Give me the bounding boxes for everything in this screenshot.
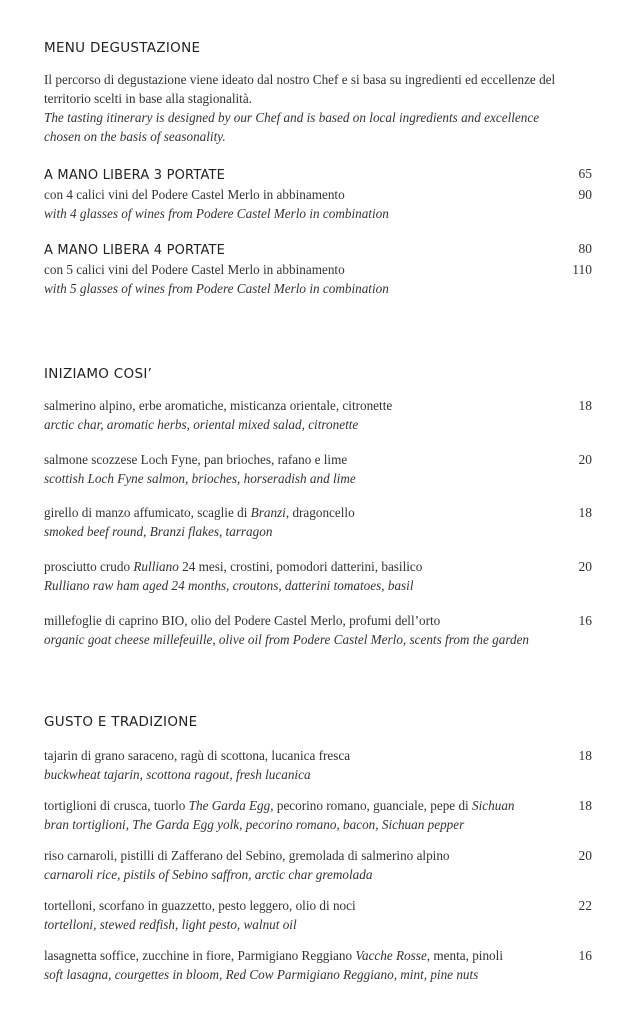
item-price: 18 bbox=[578, 505, 592, 520]
item-name-en: scottish Loch Fyne salmon, brioches, horseradish and lime bbox=[44, 471, 356, 486]
tasting-option bbox=[44, 241, 592, 298]
item-name-en: carnaroli rice, pistils of Sebino saffron, arctic char gremolada bbox=[44, 867, 373, 882]
section-title-gusto: GUSTO E TRADIZIONE bbox=[44, 714, 198, 730]
item-name-en: bran tortiglioni, The Garda Egg yolk, pecorino romano, bacon, Sichuan pepper bbox=[44, 817, 465, 832]
degustazione-intro bbox=[44, 70, 592, 146]
wine-pairing-it: con 4 calici vini del Podere Castel Merlo in abbinamento bbox=[44, 187, 345, 202]
item-name-it: salmone scozzese Loch Fyne, pan brioches, rafano e lime bbox=[44, 452, 348, 467]
menu-item bbox=[44, 450, 592, 488]
item-price: 22 bbox=[578, 898, 592, 913]
wine-pairing-en: with 5 glasses of wines from Podere Castel Merlo in combination bbox=[44, 281, 389, 296]
item-price: 16 bbox=[578, 948, 592, 963]
section-title-degustazione: MENU DEGUSTAZIONE bbox=[44, 40, 201, 56]
wine-pairing-price: 90 bbox=[578, 187, 592, 202]
intro-it-line: Il percorso di degustazione viene ideato dal nostro Chef e si basa su ingredienti ed eccellenze del bbox=[44, 72, 556, 87]
option-name: A MANO LIBERA 3 PORTATE bbox=[44, 168, 226, 183]
item-name-it: millefoglie di caprino BIO, olio del Podere Castel Merlo, profumi dell’orto bbox=[44, 613, 441, 628]
menu-item bbox=[44, 796, 592, 834]
item-name-en: tortelloni, stewed redfish, light pesto, walnut oil bbox=[44, 917, 297, 932]
menu-item bbox=[44, 946, 592, 984]
item-price: 20 bbox=[578, 848, 592, 863]
option-name: A MANO LIBERA 4 PORTATE bbox=[44, 243, 226, 258]
menu-item bbox=[44, 846, 592, 884]
option-price: 65 bbox=[578, 166, 592, 181]
menu-item bbox=[44, 896, 592, 934]
item-name-en: buckwheat tajarin, scottona ragout, fresh lucanica bbox=[44, 767, 311, 782]
item-price: 20 bbox=[578, 559, 592, 574]
menu-item bbox=[44, 396, 592, 434]
menu-item bbox=[44, 557, 592, 595]
menu-item bbox=[44, 503, 592, 541]
item-name-en: soft lasagna, courgettes in bloom, Red Cow Parmigiano Reggiano, mint, pine nuts bbox=[44, 967, 479, 982]
option-price: 80 bbox=[578, 241, 592, 256]
item-price: 18 bbox=[578, 748, 592, 763]
item-name-it: riso carnaroli, pistilli di Zafferano del Sebino, gremolada di salmerino alpino bbox=[44, 848, 450, 863]
intro-it-line: territorio scelti in base alla stagionalità. bbox=[44, 91, 252, 106]
item-name-it: salmerino alpino, erbe aromatiche, misticanza orientale, citronette bbox=[44, 398, 393, 413]
item-name-en: arctic char, aromatic herbs, oriental mixed salad, citronette bbox=[44, 417, 359, 432]
wine-pairing-price: 110 bbox=[572, 262, 592, 277]
menu-item bbox=[44, 746, 592, 784]
tasting-option bbox=[44, 166, 592, 223]
wine-pairing-it: con 5 calici vini del Podere Castel Merlo in abbinamento bbox=[44, 262, 345, 277]
item-name-it: prosciutto crudo Rulliano 24 mesi, crostini, pomodori datterini, basilico bbox=[44, 559, 423, 574]
item-price: 16 bbox=[578, 613, 592, 628]
item-price: 18 bbox=[578, 398, 592, 413]
item-name-it: tortiglioni di crusca, tuorlo The Garda Egg, pecorino romano, guanciale, pepe di Sichuan bbox=[44, 798, 515, 813]
item-name-it: girello di manzo affumicato, scaglie di Branzi, dragoncello bbox=[44, 505, 355, 520]
item-name-it: tajarin di grano saraceno, ragù di scottona, lucanica fresca bbox=[44, 748, 351, 763]
intro-en-line: The tasting itinerary is designed by our Chef and is based on local ingredients and excellence bbox=[44, 110, 540, 125]
intro-en-line: chosen on the basis of seasonality. bbox=[44, 129, 226, 144]
menu-item bbox=[44, 611, 592, 649]
item-name-en: smoked beef round, Branzi flakes, tarragon bbox=[44, 524, 273, 539]
item-name-it: tortelloni, scorfano in guazzetto, pesto leggero, olio di noci bbox=[44, 898, 356, 913]
section-title-iniziamo: INIZIAMO COSI’ bbox=[44, 366, 153, 382]
wine-pairing-en: with 4 glasses of wines from Podere Castel Merlo in combination bbox=[44, 206, 389, 221]
item-price: 20 bbox=[578, 452, 592, 467]
item-price: 18 bbox=[578, 798, 592, 813]
item-name-en: Rulliano raw ham aged 24 months, croutons, datterini tomatoes, basil bbox=[44, 578, 414, 593]
item-name-en: organic goat cheese millefeuille, olive oil from Podere Castel Merlo, scents from the garden bbox=[44, 632, 530, 647]
item-name-it: lasagnetta soffice, zucchine in fiore, Parmigiano Reggiano Vacche Rosse, menta, pinoli bbox=[44, 948, 503, 963]
